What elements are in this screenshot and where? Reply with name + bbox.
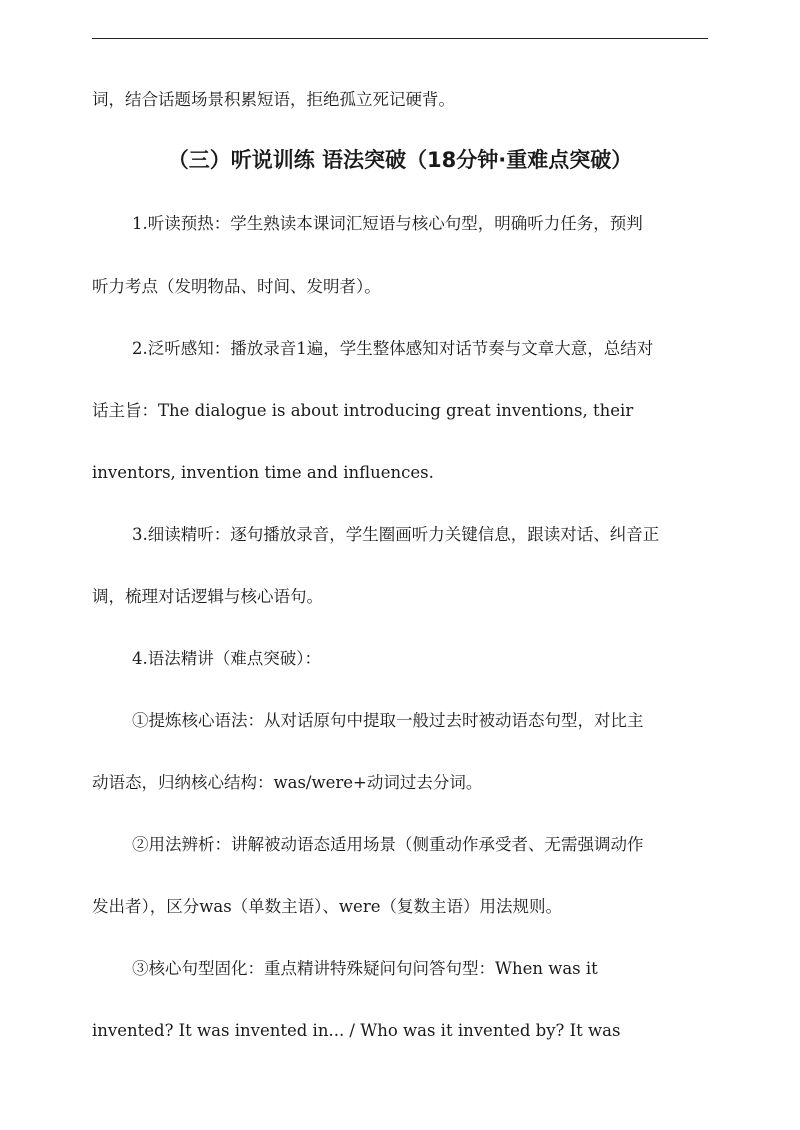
paragraph-line: 动语态，归纳核心结构：was/were+动词过去分词。	[92, 773, 483, 792]
paragraph-line: ①提炼核心语法：从对话原句中提取一般过去时被动语态句型，对比主	[132, 711, 644, 730]
paragraph-line: ②用法辨析：讲解被动语态适用场景（侧重动作承受者、无需强调动作	[132, 835, 644, 854]
header-rule	[92, 38, 708, 39]
paragraph-line: 听力考点（发明物品、时间、发明者）。	[92, 277, 381, 296]
paragraph-line: inventors, invention time and influences.	[92, 463, 434, 482]
paragraph-line: 发出者），区分was（单数主语）、were（复数主语）用法规则。	[92, 897, 562, 916]
paragraph-line: 1.听读预热：学生熟读本课词汇短语与核心句型，明确听力任务，预判	[132, 214, 643, 233]
paragraph-line: 3.细读精听：逐句播放录音，学生圈画听力关键信息，跟读对话、纠音正	[132, 525, 660, 544]
section-heading: （三）听说训练 语法突破（18分钟·重难点突破）	[167, 148, 633, 172]
paragraph-line: 词，结合话题场景积累短语，拒绝孤立死记硬背。	[92, 90, 455, 109]
paragraph-line: ③核心句型固化：重点精讲特殊疑问句问答句型：When was it	[132, 959, 598, 978]
paragraph-line: 4.语法精讲（难点突破）：	[132, 649, 321, 668]
paragraph-line: invented? It was invented in... / Who was it invented by? It was	[92, 1021, 621, 1040]
paragraph-line: 话主旨：The dialogue is about introducing great inventions, their	[92, 401, 634, 420]
paragraph-line: 调，梳理对话逻辑与核心语句。	[92, 587, 323, 606]
paragraph-line: 2.泛听感知：播放录音1遍，学生整体感知对话节奏与文章大意，总结对	[132, 339, 654, 358]
